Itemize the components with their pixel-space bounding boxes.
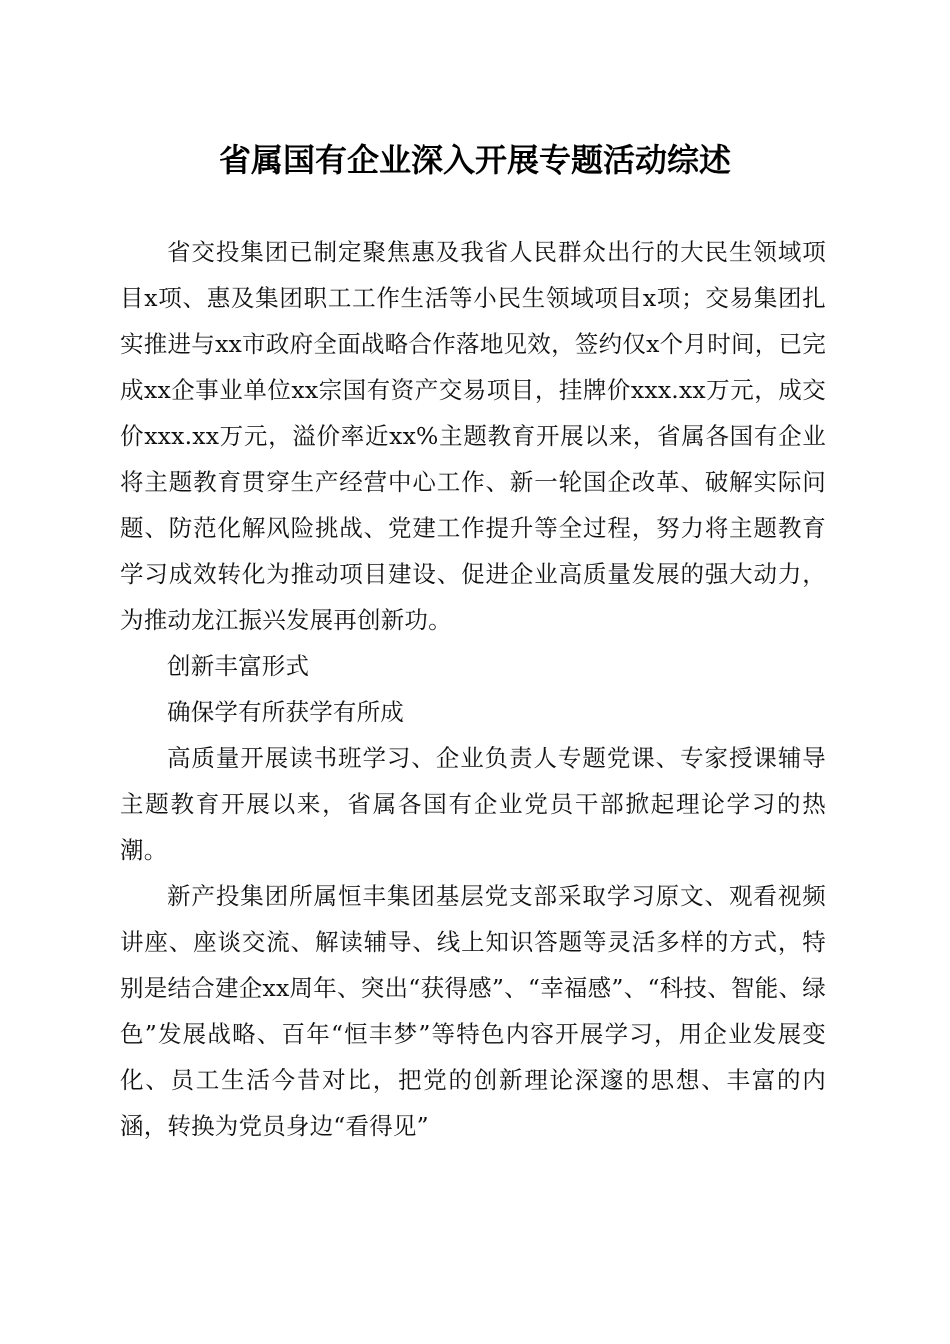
section-subheading-learning: 确保学有所获学有所成 [167,698,404,726]
document-title: 省属国有企业深入开展专题活动综述 [218,141,731,179]
paragraph-study: 高质量开展读书班学习、企业负责人专题党课、专家授课辅导主题教育开展以来，省属各国有企业党员干部掀起理论学习的热潮。 [120,744,826,864]
paragraph-hengfeng: 新产投集团所属恒丰集团基层党支部采取学习原文、观看视频讲座、座谈交流、解读辅导、线上知识答题等灵活多样的方式，特别是结合建企xx周年、突出“获得感”、“幸福感”、“科技、智能、绿色”发展战略、百年“恒丰梦”等特色内容开展学习，用企业发展变化、员工生活今昔对比，把党的创新理论深邃的思想、丰富的内涵，转换为党员身边“看得见” [120,882,826,1140]
paragraph-intro: 省交投集团已制定聚焦惠及我省人民群众出行的大民生领域项目x项、惠及集团职工工作生活等小民生领域项目x项；交易集团扎实推进与xx市政府全面战略合作落地见效，签约仅x个月时间，已完成xx企事业单位xx宗国有资产交易项目，挂牌价xxx.xx万元，成交价xxx.xx万元，溢价率近xx%主题教育开展以来，省属各国有企业将主题教育贯穿生产经营中心工作、新一轮国企改革、破解实际问题、防范化解风险挑战、党建工作提升等全过程，努力将主题教育学习成效转化为推动项目建设、促进企业高质量发展的强大动力，为推动龙江振兴发展再创新功。 [120,238,826,634]
document-body [120,229,826,1149]
section-heading-innovation: 创新丰富形式 [167,652,310,680]
